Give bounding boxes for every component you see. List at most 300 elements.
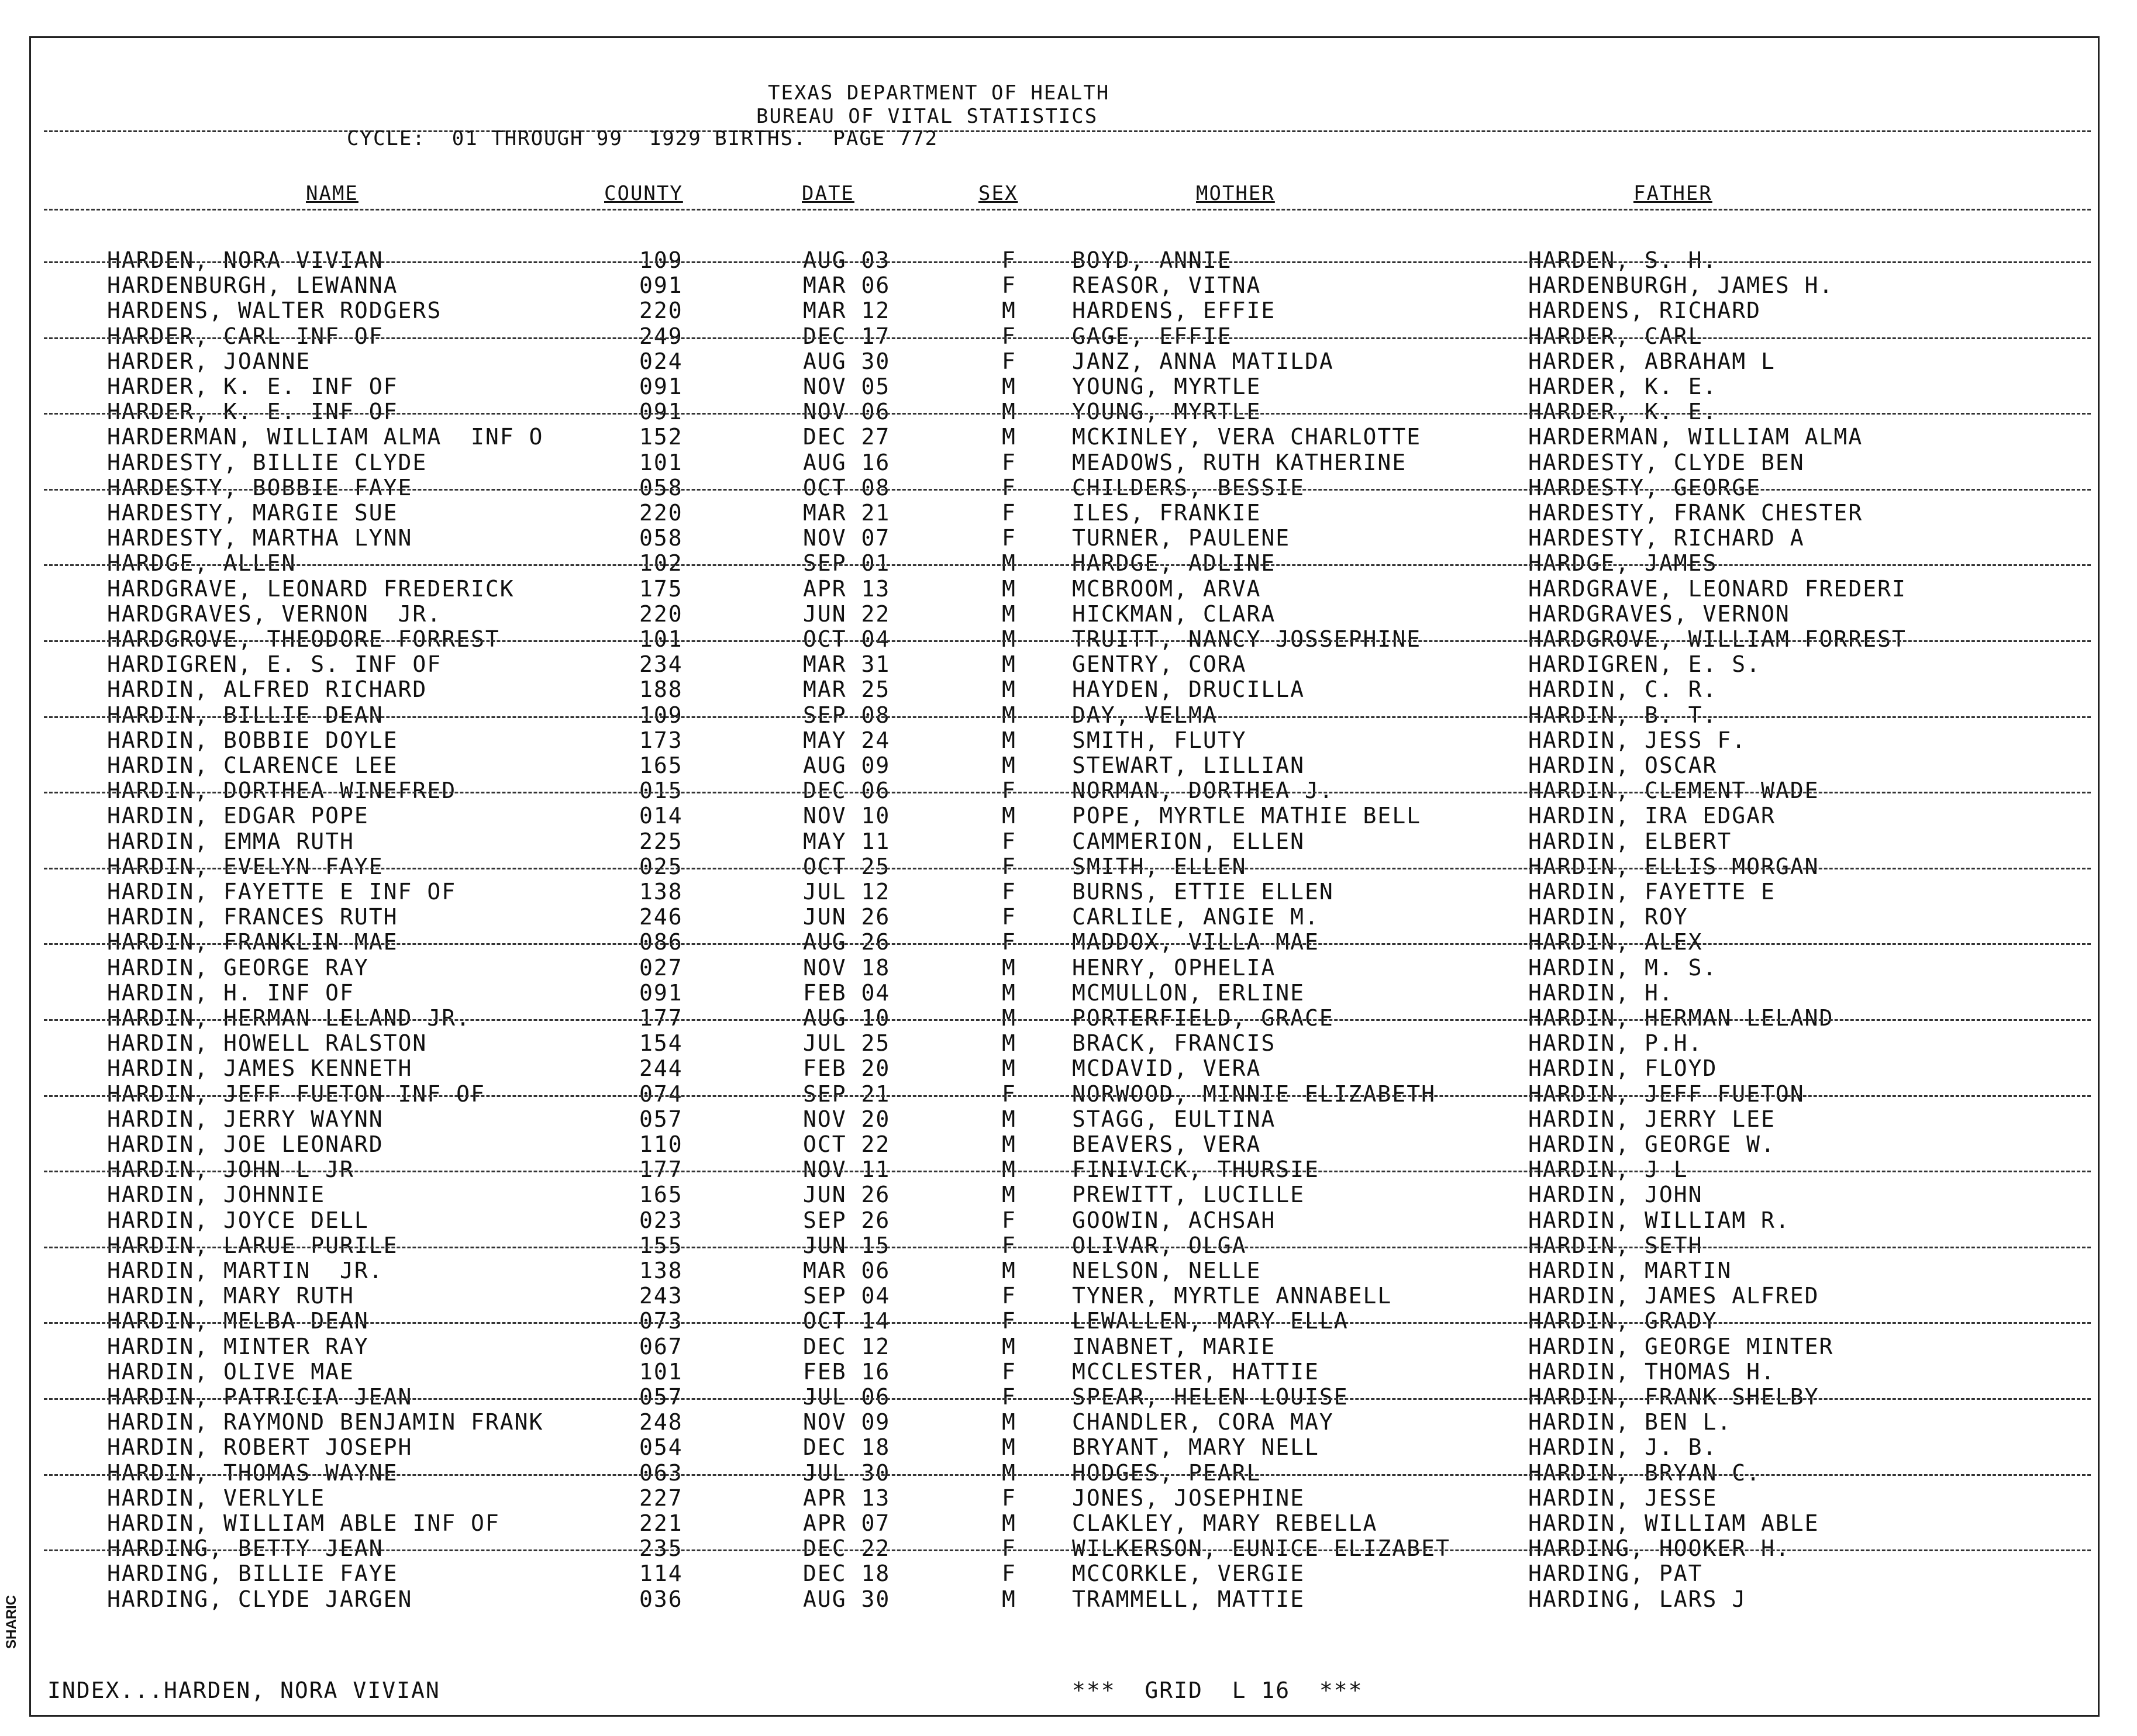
cell-county: 024 (639, 348, 683, 374)
cell-name: HARDESTY, BILLIE CLYDE (107, 449, 428, 475)
cell-sex: F (1002, 323, 1016, 349)
cell-date: MAR 25 (803, 677, 891, 703)
cell-mother: SMITH, ELLEN (1072, 853, 1247, 879)
table-row (31, 272, 2098, 298)
cell-sex: F (1002, 1081, 1016, 1107)
cell-sex: M (1002, 1586, 1016, 1612)
cell-mother: GENTRY, CORA (1072, 651, 1247, 678)
cell-mother: MCDAVID, VERA (1072, 1055, 1261, 1082)
table-row (31, 323, 2098, 348)
cell-name: HARDIN, VERLYLE (107, 1485, 326, 1511)
cell-date: SEP 04 (803, 1283, 891, 1309)
cell-county: 091 (639, 272, 683, 299)
cell-mother: MCBROOM, ARVA (1072, 575, 1261, 602)
cell-date: SEP 08 (803, 702, 891, 728)
cell-county: 086 (639, 929, 683, 955)
cell-county: 073 (639, 1308, 683, 1334)
row-separator (44, 564, 2091, 566)
cell-date: OCT 08 (803, 474, 891, 501)
cell-father: HARDING, LARS J (1528, 1586, 1747, 1612)
cell-county: 091 (639, 399, 683, 425)
table-row (31, 626, 2098, 651)
cell-sex: F (1002, 1308, 1016, 1334)
table-row (31, 1460, 2098, 1485)
cell-sex: F (1002, 778, 1016, 804)
cell-name: HARDIN, ROBERT JOSEPH (107, 1434, 413, 1461)
cell-date: DEC 18 (803, 1434, 891, 1461)
cell-father: HARDIN, MARTIN (1528, 1258, 1732, 1283)
cell-county: 023 (639, 1207, 683, 1233)
cell-sex: M (1002, 575, 1016, 602)
cell-county: 138 (639, 879, 683, 905)
cell-name: HARDIN, MARY RUTH (107, 1283, 354, 1309)
cell-sex: M (1002, 1055, 1016, 1082)
cell-sex: M (1002, 753, 1016, 778)
cell-name: HARDIN, EVELYN FAYE (107, 853, 384, 879)
cell-county: 057 (639, 1384, 683, 1410)
cell-county: 173 (639, 727, 683, 753)
grid-footer: *** GRID L 16 *** (1072, 1678, 1363, 1703)
cell-mother: HODGES, PEARL (1072, 1459, 1261, 1486)
cell-name: HARDIN, JOHNNIE (107, 1182, 326, 1208)
cell-father: HARDIGREN, E. S. (1528, 651, 1762, 678)
cell-date: JUL 30 (803, 1459, 891, 1486)
cell-date: AUG 26 (803, 929, 891, 955)
cell-date: SEP 21 (803, 1081, 891, 1107)
cell-name: HARDIN, JEFF FUETON INF OF (107, 1081, 485, 1107)
cell-county: 152 (639, 424, 683, 450)
cell-mother: BEAVERS, VERA (1072, 1131, 1261, 1157)
row-separator (44, 868, 2091, 869)
cell-mother: CARLILE, ANGIE M. (1072, 904, 1319, 930)
cell-name: HARDGROVE, THEODORE FORREST (107, 626, 500, 652)
table-row (31, 450, 2098, 475)
cell-name: HARDESTY, MARTHA LYNN (107, 525, 413, 551)
column-header-county: COUNTY (604, 182, 683, 205)
column-header-name: NAME (306, 182, 359, 205)
cell-mother: DAY, VELMA (1072, 702, 1218, 728)
cell-mother: REASOR, VITNA (1072, 272, 1261, 299)
cell-mother: MCMULLON, ERLINE (1072, 979, 1305, 1006)
cell-name: HARDIN, JOE LEONARD (107, 1131, 384, 1157)
cell-county: 225 (639, 828, 683, 854)
cell-mother: POPE, MYRTLE MATHIE BELL (1072, 803, 1422, 829)
cell-father: HARDING, HOOKER H. (1528, 1535, 1790, 1562)
cell-father: HARDIN, JESS F. (1528, 727, 1747, 753)
cell-father: HARDIN, ROY (1528, 904, 1688, 930)
cell-father: HARDIN, M. S. (1528, 954, 1718, 981)
cell-name: HARDGE, ALLEN (107, 550, 297, 577)
cell-sex: M (1002, 374, 1016, 399)
cell-date: JUL 12 (803, 879, 891, 905)
table-row (31, 298, 2098, 323)
cell-name: HARDEN, NORA VIVIAN (107, 247, 384, 273)
cell-name: HARDENS, WALTER RODGERS (107, 298, 442, 324)
cell-date: JUN 22 (803, 600, 891, 627)
table-row (31, 829, 2098, 854)
cell-sex: M (1002, 1510, 1016, 1536)
cell-county: 110 (639, 1131, 683, 1157)
cell-county: 220 (639, 298, 683, 324)
cell-county: 227 (639, 1485, 683, 1511)
cell-date: NOV 06 (803, 399, 891, 425)
table-row (31, 1485, 2098, 1510)
cell-sex: M (1002, 803, 1016, 829)
cell-name: HARDENBURGH, LEWANNA (107, 272, 398, 299)
cell-sex: F (1002, 272, 1016, 299)
cell-name: HARDIN, MELBA DEAN (107, 1308, 369, 1334)
cell-sex: M (1002, 979, 1016, 1006)
cell-county: 165 (639, 1182, 683, 1208)
cell-father: HARDIN, JAMES ALFRED (1528, 1283, 1819, 1309)
cell-father: HARDIN, FRANK SHELBY (1528, 1384, 1819, 1410)
cell-name: HARDIGREN, E. S. INF OF (107, 651, 442, 678)
cell-sex: M (1002, 1258, 1016, 1283)
cell-date: JUL 06 (803, 1384, 891, 1410)
cell-county: 109 (639, 702, 683, 728)
cell-date: MAY 11 (803, 828, 891, 854)
cell-mother: MCKINLEY, VERA CHARLOTTE (1072, 424, 1422, 450)
cell-date: NOV 09 (803, 1409, 891, 1435)
cell-mother: INABNET, MARIE (1072, 1333, 1276, 1359)
table-row (31, 1308, 2098, 1333)
cell-county: 234 (639, 651, 683, 678)
cell-date: AUG 30 (803, 348, 891, 374)
cell-father: HARDGROVE, WILLIAM FORREST (1528, 626, 1907, 652)
table-row (31, 424, 2098, 449)
cell-name: HARDIN, BOBBIE DOYLE (107, 727, 398, 753)
cell-county: 155 (639, 1232, 683, 1258)
cell-county: 244 (639, 1055, 683, 1082)
cell-county: 175 (639, 575, 683, 602)
table-row (31, 1106, 2098, 1131)
table-row (31, 778, 2098, 803)
cell-date: OCT 22 (803, 1131, 891, 1157)
cell-sex: F (1002, 1561, 1016, 1587)
row-separator (44, 792, 2091, 793)
table-row (31, 980, 2098, 1005)
cell-date: DEC 22 (803, 1535, 891, 1562)
cell-mother: TYNER, MYRTLE ANNABELL (1072, 1283, 1393, 1309)
cell-name: HARDER, CARL INF OF (107, 323, 384, 349)
cell-name: HARDIN, H. INF OF (107, 979, 354, 1006)
table-row (31, 1207, 2098, 1233)
cell-mother: ILES, FRANKIE (1072, 500, 1261, 526)
cell-county: 091 (639, 979, 683, 1006)
table-row (31, 1535, 2098, 1561)
cell-name: HARDER, K. E. INF OF (107, 399, 398, 425)
cell-date: MAR 06 (803, 1258, 891, 1283)
table-row (31, 1510, 2098, 1535)
table-row (31, 247, 2098, 272)
table-row (31, 399, 2098, 424)
cell-name: HARDIN, FRANKLIN MAE (107, 929, 398, 955)
cell-county: 036 (639, 1586, 683, 1612)
cell-county: 101 (639, 1358, 683, 1385)
cell-mother: PORTERFIELD, GRACE (1072, 1005, 1334, 1031)
cell-county: 188 (639, 677, 683, 703)
cell-date: NOV 05 (803, 374, 891, 399)
cycle-line: CYCLE: 01 THROUGH 99 1929 BIRTHS. PAGE 772 (347, 127, 939, 150)
cell-mother: CLAKLEY, MARY REBELLA (1072, 1510, 1378, 1536)
cell-father: HARDING, PAT (1528, 1561, 1703, 1587)
cell-father: HARDIN, WILLIAM ABLE (1528, 1510, 1819, 1536)
cell-sex: M (1002, 677, 1016, 703)
cell-father: HARDGRAVES, VERNON (1528, 600, 1790, 627)
cell-name: HARDERMAN, WILLIAM ALMA INF O (107, 424, 544, 450)
cell-father: HARDESTY, GEORGE (1528, 474, 1762, 501)
cell-sex: M (1002, 1459, 1016, 1486)
cell-father: HARDENS, RICHARD (1528, 298, 1762, 324)
cell-father: HARDGE, JAMES (1528, 550, 1718, 577)
cell-mother: YOUNG, MYRTLE (1072, 374, 1261, 399)
cell-father: HARDIN, FAYETTE E (1528, 879, 1776, 905)
cell-date: DEC 18 (803, 1561, 891, 1587)
cell-sex: F (1002, 1384, 1016, 1410)
table-row (31, 854, 2098, 879)
cell-father: HARDIN, C. R. (1528, 677, 1718, 703)
row-separator (44, 1322, 2091, 1324)
cell-name: HARDIN, BILLIE DEAN (107, 702, 384, 728)
cell-date: SEP 01 (803, 550, 891, 577)
cell-county: 015 (639, 778, 683, 804)
cell-mother: NORWOOD, MINNIE ELIZABETH (1072, 1081, 1436, 1107)
cell-father: HARDIN, HERMAN LELAND (1528, 1005, 1834, 1031)
cell-mother: STAGG, EULTINA (1072, 1106, 1276, 1132)
cell-mother: WILKERSON, EUNICE ELIZABET (1072, 1535, 1450, 1562)
cell-mother: GAGE, EFFIE (1072, 323, 1232, 349)
cell-father: HARDERMAN, WILLIAM ALMA (1528, 424, 1863, 450)
table-row (31, 550, 2098, 575)
cell-name: HARDIN, CLARENCE LEE (107, 753, 398, 778)
cell-date: MAR 31 (803, 651, 891, 678)
cell-sex: F (1002, 348, 1016, 374)
cell-county: 177 (639, 1157, 683, 1183)
cell-name: HARDIN, JERRY WAYNN (107, 1106, 384, 1132)
row-separator (44, 716, 2091, 718)
cell-mother: LEWALLEN, MARY ELLA (1072, 1308, 1349, 1334)
cell-sex: F (1002, 1535, 1016, 1562)
cell-county: 027 (639, 954, 683, 981)
cell-mother: NORMAN, DORTHEA J. (1072, 778, 1334, 804)
table-row (31, 576, 2098, 601)
cell-sex: F (1002, 525, 1016, 551)
cell-date: DEC 27 (803, 424, 891, 450)
cell-father: HARDEN, S. H. (1528, 247, 1718, 273)
cell-county: 057 (639, 1106, 683, 1132)
cell-date: JUL 25 (803, 1030, 891, 1057)
cell-sex: M (1002, 424, 1016, 450)
row-separator (44, 1398, 2091, 1400)
cell-date: FEB 04 (803, 979, 891, 1006)
cell-date: NOV 10 (803, 803, 891, 829)
cell-sex: M (1002, 651, 1016, 678)
cell-sex: M (1002, 954, 1016, 981)
cell-sex: F (1002, 449, 1016, 475)
cell-county: 063 (639, 1459, 683, 1486)
cell-mother: HENRY, OPHELIA (1072, 954, 1276, 981)
column-header-father: FATHER (1633, 182, 1712, 205)
cell-name: HARDER, K. E. INF OF (107, 374, 398, 399)
cell-mother: GOOWIN, ACHSAH (1072, 1207, 1276, 1233)
cell-county: 025 (639, 853, 683, 879)
cell-father: HARDIN, THOMAS H. (1528, 1358, 1776, 1385)
table-row (31, 879, 2098, 904)
cell-name: HARDING, BETTY JEAN (107, 1535, 384, 1562)
row-separator (44, 1474, 2091, 1476)
cell-sex: F (1002, 929, 1016, 955)
table-row (31, 1005, 2098, 1030)
cell-date: DEC 06 (803, 778, 891, 804)
bureau-title: BUREAU OF VITAL STATISTICS (756, 105, 1098, 128)
cell-father: HARDIN, OSCAR (1528, 753, 1718, 778)
cell-father: HARDER, K. E. (1528, 399, 1718, 425)
cell-county: 235 (639, 1535, 683, 1562)
cell-county: 102 (639, 550, 683, 577)
cell-sex: M (1002, 1005, 1016, 1031)
cell-father: HARDIN, JERRY LEE (1528, 1106, 1776, 1132)
cell-date: AUG 16 (803, 449, 891, 475)
cell-father: HARDIN, B. T. (1528, 702, 1718, 728)
table-row (31, 1359, 2098, 1384)
cell-father: HARDIN, CLEMENT WADE (1528, 778, 1819, 804)
row-separator (44, 413, 2091, 415)
cell-name: HARDER, JOANNE (107, 348, 311, 374)
table-row (31, 374, 2098, 399)
cell-father: HARDIN, GRADY (1528, 1308, 1718, 1334)
cell-mother: HAYDEN, DRUCILLA (1072, 677, 1305, 703)
table-row (31, 904, 2098, 929)
cell-sex: M (1002, 727, 1016, 753)
cell-mother: CAMMERION, ELLEN (1072, 828, 1305, 854)
cell-name: HARDIN, DORTHEA WINEFRED (107, 778, 457, 804)
cell-sex: M (1002, 1409, 1016, 1435)
cell-county: 058 (639, 474, 683, 501)
column-header-date: DATE (802, 182, 854, 205)
table-row (31, 1409, 2098, 1434)
cell-name: HARDIN, FAYETTE E INF OF (107, 879, 457, 905)
table-row (31, 1561, 2098, 1586)
cell-mother: FINIVICK, THURSIE (1072, 1157, 1319, 1183)
cell-date: DEC 17 (803, 323, 891, 349)
cell-mother: BRACK, FRANCIS (1072, 1030, 1276, 1057)
cell-date: AUG 09 (803, 753, 891, 778)
cell-mother: MCCORKLE, VERGIE (1072, 1561, 1305, 1587)
cell-name: HARDIN, FRANCES RUTH (107, 904, 398, 930)
cell-mother: MADDOX, VILLA MAE (1072, 929, 1319, 955)
cell-sex: M (1002, 399, 1016, 425)
table-row (31, 803, 2098, 828)
cell-father: HARDIN, J. B. (1528, 1434, 1718, 1461)
cell-sex: M (1002, 298, 1016, 324)
table-row (31, 1434, 2098, 1459)
cell-date: FEB 20 (803, 1055, 891, 1082)
cell-mother: HARDGE, ADLINE (1072, 550, 1276, 577)
row-separator (44, 1549, 2091, 1551)
cell-date: FEB 16 (803, 1358, 891, 1385)
row-separator (44, 1019, 2091, 1021)
cell-county: 109 (639, 247, 683, 273)
row-separator (44, 1095, 2091, 1097)
cell-sex: F (1002, 1485, 1016, 1511)
cell-mother: BURNS, ETTIE ELLEN (1072, 879, 1334, 905)
cell-name: HARDIN, LARUE PURILE (107, 1232, 398, 1258)
cell-date: MAY 24 (803, 727, 891, 753)
table-row (31, 651, 2098, 677)
cell-mother: SMITH, FLUTY (1072, 727, 1247, 753)
cell-name: HARDIN, MARTIN JR. (107, 1258, 384, 1283)
column-header-mother: MOTHER (1196, 182, 1275, 205)
cell-name: HARDESTY, BOBBIE FAYE (107, 474, 413, 501)
cell-father: HARDIN, SETH (1528, 1232, 1703, 1258)
table-row (31, 475, 2098, 500)
cell-date: MAR 12 (803, 298, 891, 324)
cell-county: 165 (639, 753, 683, 778)
cell-sex: M (1002, 600, 1016, 627)
cell-father: HARDIN, BEN L. (1528, 1409, 1732, 1435)
cell-name: HARDIN, HOWELL RALSTON (107, 1030, 428, 1057)
cell-mother: TURNER, PAULENE (1072, 525, 1291, 551)
cell-date: APR 13 (803, 575, 891, 602)
cell-county: 101 (639, 626, 683, 652)
cell-father: HARDIN, JOHN (1528, 1182, 1703, 1208)
table-row (31, 955, 2098, 980)
table-row (31, 1233, 2098, 1258)
cell-name: HARDIN, EDGAR POPE (107, 803, 369, 829)
cell-mother: JONES, JOSEPHINE (1072, 1485, 1305, 1511)
cell-sex: F (1002, 474, 1016, 501)
cell-date: OCT 04 (803, 626, 891, 652)
cell-county: 154 (639, 1030, 683, 1057)
cell-mother: MCCLESTER, HATTIE (1072, 1358, 1319, 1385)
table-row (31, 1334, 2098, 1359)
table-row (31, 500, 2098, 525)
cell-county: 058 (639, 525, 683, 551)
cell-date: NOV 18 (803, 954, 891, 981)
cell-county: 067 (639, 1333, 683, 1359)
side-label: SHARIC (4, 1595, 19, 1649)
cell-mother: OLIVAR, OLGA (1072, 1232, 1247, 1258)
cell-mother: JANZ, ANNA MATILDA (1072, 348, 1334, 374)
cell-county: 177 (639, 1005, 683, 1031)
cell-father: HARDIN, H. (1528, 979, 1674, 1006)
column-header-rule (44, 209, 2091, 210)
table-row (31, 753, 2098, 778)
cell-county: 091 (639, 374, 683, 399)
cell-mother: HICKMAN, CLARA (1072, 600, 1276, 627)
agency-title: TEXAS DEPARTMENT OF HEALTH (768, 81, 1110, 105)
cell-date: AUG 03 (803, 247, 891, 273)
cell-sex: M (1002, 550, 1016, 577)
cell-father: HARDESTY, RICHARD A (1528, 525, 1805, 551)
cell-mother: TRUITT, NANCY JOSSEPHINE (1072, 626, 1422, 652)
cell-father: HARDESTY, FRANK CHESTER (1528, 500, 1863, 526)
cell-mother: CHANDLER, CORA MAY (1072, 1409, 1334, 1435)
cell-sex: F (1002, 904, 1016, 930)
cell-father: HARDENBURGH, JAMES H. (1528, 272, 1834, 299)
cell-county: 220 (639, 600, 683, 627)
cell-date: MAR 06 (803, 272, 891, 299)
cell-sex: F (1002, 853, 1016, 879)
cell-date: NOV 07 (803, 525, 891, 551)
cell-father: HARDIN, WILLIAM R. (1528, 1207, 1790, 1233)
column-header-sex: SEX (978, 182, 1018, 205)
cell-county: 114 (639, 1561, 683, 1587)
cell-sex: F (1002, 828, 1016, 854)
document-sheet (29, 36, 2100, 1717)
cell-sex: M (1002, 1157, 1016, 1183)
table-row (31, 1157, 2098, 1182)
